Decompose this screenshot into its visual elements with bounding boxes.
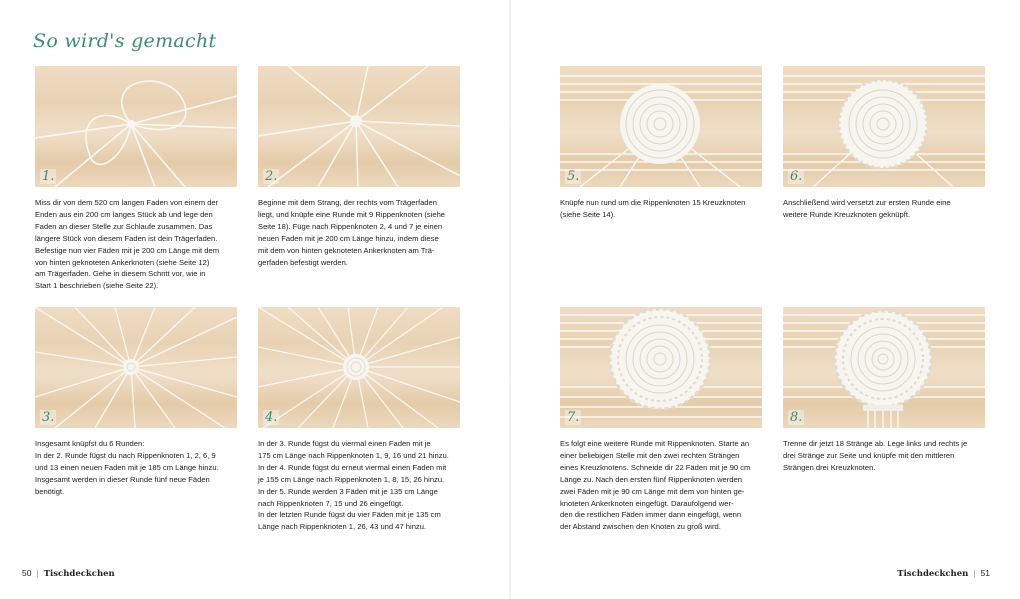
step-4-number: 4. <box>265 410 278 425</box>
step-7-illustration <box>560 307 762 428</box>
step-5 <box>560 66 762 221</box>
step-1-photo <box>35 66 237 187</box>
page-number-left: 50 <box>22 568 32 578</box>
step-1-illustration <box>35 66 237 187</box>
step-2-illustration <box>258 66 460 187</box>
step-7-text: Es folgt eine weitere Runde mit Rippenknoten. Starte an einer beliebigen Stelle mit den zwei rechten Strängen eines Kreuzknotens. Schneide dir 22 Fäden mit je 90 cm Länge zu. Nach den ersten fünf Rippenknoten werden zwei Fäden mit je 90 cm Länge mit dem von hinten ge- knoteten Ankerknoten eingefügt. Daraufolgend wer- den die restlichen Fäden immer dann eingefügt, wenn der Abstand zwischen den Knoten zu groß wird. <box>560 439 751 532</box>
step-3 <box>35 307 237 498</box>
step-2 <box>258 66 460 268</box>
running-title-left: Tischdeckchen <box>43 569 115 579</box>
step-4 <box>258 307 460 533</box>
step-2-photo <box>258 66 460 187</box>
step-4-text: In der 3. Runde fügst du viermal einen Faden mit je 175 cm Länge nach Rippenknoten 1, 9, 16 und 21 hinzu. In der 4. Runde fügst du erneut viermal einen Faden mit je 155 cm Länge nach Rippenknoten 1, 8, 15, 26 hinzu. In der 5. Runde werden 3 Fäden mit je 135 cm Länge nach Rippenknoten 7, 15 und 26 eingefügt. In der letzten Runde fügst du vier Fäden mit je 135 cm Länge nach Rippenknoten 1, 26, 43 und 47 hinzu. <box>258 439 449 532</box>
step-8-number: 8. <box>790 410 803 425</box>
step-8-illustration <box>783 307 985 428</box>
running-title-right: Tischdeckchen <box>897 569 969 579</box>
step-5-illustration <box>560 66 762 187</box>
page-number-right: 51 <box>980 568 990 578</box>
footer-right: Tischdeckchen | 51 <box>897 568 990 579</box>
step-8-photo <box>783 307 985 428</box>
step-1 <box>35 66 237 292</box>
step-1-number: 1. <box>42 169 55 184</box>
step-6-photo <box>783 66 985 187</box>
step-3-photo <box>35 307 237 428</box>
step-7-photo <box>560 307 762 428</box>
step-5-number: 5. <box>567 169 580 184</box>
step-6-text: Anschließend wird versetzt zur ersten Runde eine weitere Runde Kreuzknoten geknüpft. <box>783 198 951 219</box>
step-7-number: 7. <box>567 410 580 425</box>
step-5-text: Knüpfe nun rund um die Rippenknoten 15 Kreuzknoten (siehe Seite 14). <box>560 198 746 219</box>
step-3-number: 3. <box>42 410 55 425</box>
step-3-illustration <box>35 307 237 428</box>
step-8-text: Trenne dir jetzt 18 Stränge ab. Lege links und rechts je drei Stränge zur Seite und knüpfe mit den mittleren Strängen drei Kreuzknoten. <box>783 439 968 472</box>
step-8 <box>783 307 985 474</box>
step-7 <box>560 307 762 533</box>
step-5-photo <box>560 66 762 187</box>
step-2-number: 2. <box>265 169 278 184</box>
step-6-number: 6. <box>790 169 803 184</box>
step-4-illustration <box>258 307 460 428</box>
step-4-photo <box>258 307 460 428</box>
step-6 <box>783 66 985 221</box>
step-1-text: Miss dir von dem 520 cm langen Faden von einem der Enden aus ein 200 cm langes Stück ab und lege den Faden an dieser Stelle zur Schlaufe zusammen. Das längere Stück von diesem Faden ist dein Trägerfaden. Befestige nun vier Fäden mit je 200 cm Länge mit dem von hinten geknoteten Ankerknoten (siehe Seite 12) am Trägerfaden. Gehe in diesem Schritt vor, wie in Start 1 beschrieben (siehe Seite 22). <box>35 198 220 291</box>
footer-left: 50 | Tischdeckchen <box>22 568 115 579</box>
section-headline: So wird's gemacht <box>33 30 217 52</box>
step-3-text: Insgesamt knüpfst du 6 Runden: In der 2. Runde fügst du nach Rippenknoten 1, 2, 6, 9 und 13 einen neuen Faden mit je 185 cm Länge hinzu. Insgesamt werden in dieser Runde fünf neue Fäden benötigt. <box>35 439 219 496</box>
step-2-text: Beginne mit dem Strang, der rechts vom Trägerfaden liegt, und knüpfe eine Runde mit 9 Rippenknoten (siehe Seite 18). Füge nach Rippenknoten 2, 4 und 7 je einen neuen Faden mit je 200 cm Länge hinzu, indem diese mit dem von hinten geknoteten Ankerknoten am Trä- gerfaden befestigt werden. <box>258 198 446 267</box>
page-gutter <box>509 0 511 599</box>
step-6-illustration <box>783 66 985 187</box>
